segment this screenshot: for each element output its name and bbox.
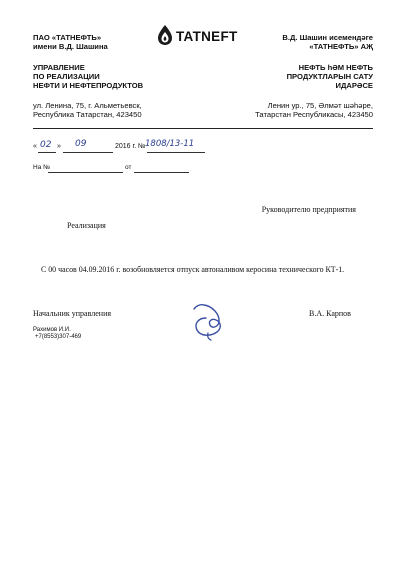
dept-line-2: ПО РЕАЛИЗАЦИИ — [33, 72, 100, 81]
ref-from-label: от — [125, 164, 132, 171]
header-divider — [33, 128, 373, 129]
flame-drop-icon — [156, 24, 174, 46]
header-right — [200, 33, 373, 119]
addressee: Руководителю предприятия — [261, 205, 356, 214]
address-tt-line-2: Татарстан Республикасы, 423450 — [255, 110, 373, 119]
org-name-line-1: ПАО «ТАТНЕФТЬ» — [33, 33, 102, 42]
date-number-line — [33, 140, 233, 154]
org-name-line-2: имени В.Д. Шашина — [33, 42, 108, 51]
dept-tt-line-2: ПРОДУКТЛАРЫН САТУ — [286, 72, 373, 81]
handwritten-signature — [190, 300, 230, 342]
date-month: 09 — [75, 139, 87, 149]
date-day: 02 — [40, 140, 52, 150]
address-tt-line-1: Ленин ур., 75, Әлмәт шәһәре, — [267, 101, 373, 110]
dept-tt-line-1: НЕФТЬ һӘМ НЕФТЬ — [298, 63, 373, 72]
signatory-position: Начальник управления — [33, 309, 112, 318]
date-year: 2016 г. — [115, 143, 137, 150]
signatory-name: В.А. Карпов — [309, 309, 351, 318]
document-number: 1808/13-11 — [145, 139, 195, 149]
executor-name: Рахимов И.И. — [33, 327, 71, 333]
date-close-quote: » — [57, 143, 61, 150]
dept-tt-line-3: ИДАРӘСЕ — [335, 81, 373, 90]
reference-line — [33, 163, 193, 175]
subject: Реализация — [67, 221, 106, 230]
logo-wordmark: TATNEFT — [176, 29, 238, 44]
org-name-tt-line-2: «ТАТНЕФТЬ» АҖ — [309, 42, 373, 51]
org-name-tt-line-1: В.Д. Шашин исемендәге — [282, 33, 373, 42]
dept-line-1: УПРАВЛЕНИЕ — [33, 63, 85, 72]
ref-number-label: На № — [33, 164, 51, 171]
date-open-quote: « — [33, 143, 37, 150]
executor-phone: +7(8553)307-469 — [35, 334, 82, 340]
dept-line-3: НЕФТИ И НЕФТЕПРОДУКТОВ — [33, 81, 144, 90]
header-left — [33, 33, 173, 119]
address-line-2: Республика Татарстан, 423450 — [33, 110, 142, 119]
body-text: С 00 часов 04.09.2016 г. возобновляется отпуск автоналивом керосина технического КТ-1. — [41, 265, 345, 274]
number-label: № — [138, 143, 146, 150]
address-line-1: ул. Ленина, 75, г. Альметьевск, — [33, 101, 142, 110]
